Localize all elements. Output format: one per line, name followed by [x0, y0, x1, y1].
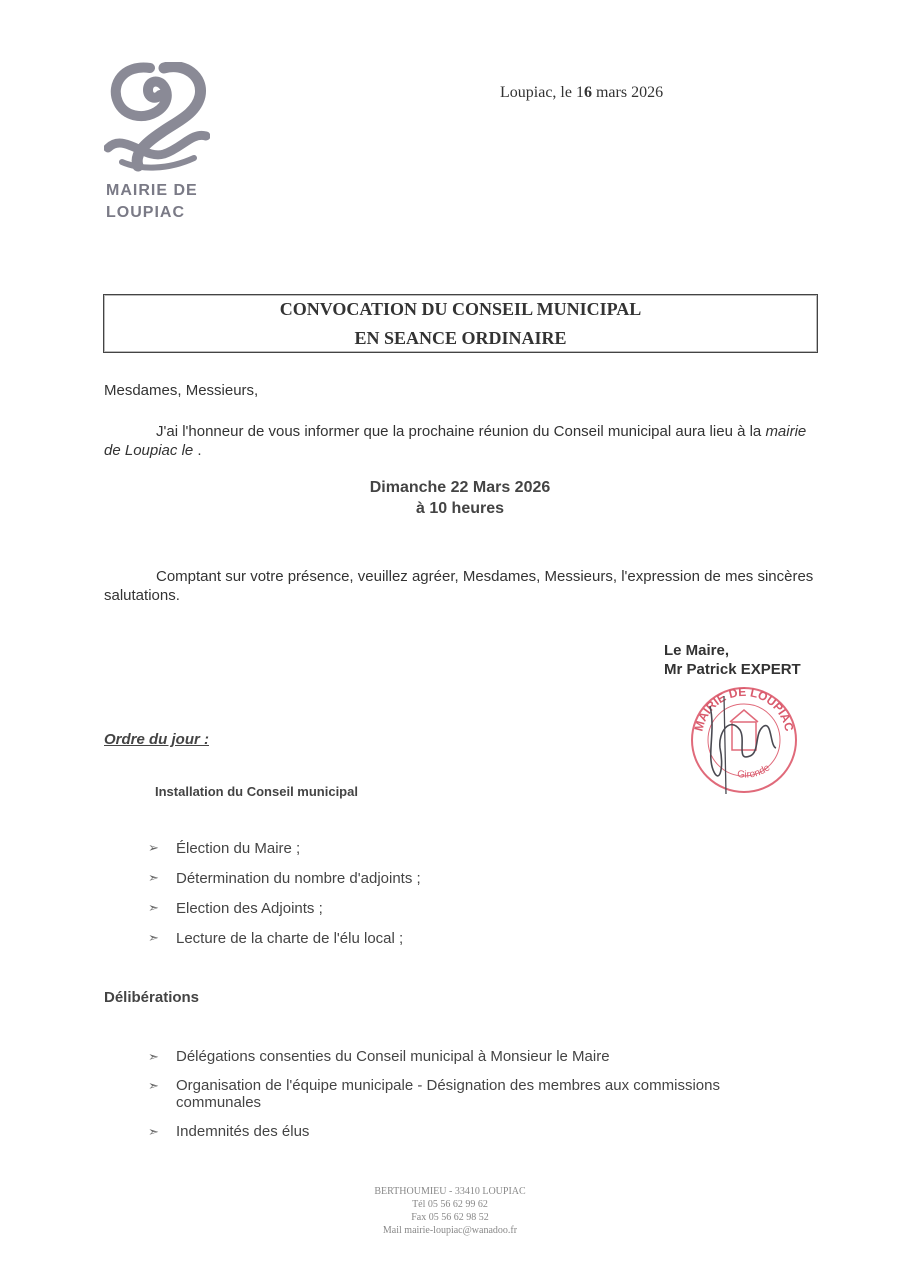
title-line-1: CONVOCATION DU CONSEIL MUNICIPAL [279, 299, 642, 319]
list-item: ➣ Lecture de la charte de l'élu local ; [148, 930, 404, 947]
paragraph-closing: Comptant sur votre présence, veuillez agréer, Mesdames, Messieurs, l'expression de mes sincères salutations. [104, 568, 814, 604]
paragraph-invitation: J'ai l'honneur de vous informer que la prochaine réunion du Conseil municipal aura lieu à la mairie de Loupiac le . [104, 423, 807, 459]
arrow-bullet-icon: ➢ [148, 840, 159, 855]
arrow-bullet-icon: ➣ [148, 1049, 159, 1064]
meeting-datetime [260, 477, 660, 519]
salutation: Mesdames, Messieurs, [104, 382, 259, 399]
svg-text:Gironde: Gironde [736, 762, 773, 781]
mayor-role: Le Maire, [664, 642, 730, 659]
logo-line-2: LOUPIAC [106, 204, 185, 221]
arrow-bullet-icon: ➣ [148, 1124, 159, 1139]
title-line-2: EN SEANCE ORDINAIRE [354, 328, 567, 348]
letter-date: Loupiac, le 16 mars 2026 [500, 84, 664, 101]
svg-text:MAIRIE DE LOUPIAC: MAIRIE DE LOUPIAC [691, 684, 797, 733]
meeting-date: Dimanche 22 Mars 2026 [369, 479, 551, 496]
list-item: ➣ Organisation de l'équipe municipale - Désignation des membres aux commissions communales [148, 1077, 720, 1111]
list-item: ➣ Indemnités des élus [148, 1123, 310, 1140]
deliberations-heading: Délibérations [104, 989, 200, 1006]
mairie-logo-text [106, 180, 198, 224]
list-item: ➢ Élection du Maire ; [148, 840, 301, 857]
footer-address: BERTHOUMIEU - 33410 LOUPIAC [374, 1186, 526, 1197]
mayor-name: Mr Patrick EXPERT [664, 661, 801, 678]
footer-fax: Fax 05 56 62 98 52 [411, 1212, 489, 1223]
logo-line-1: MAIRIE DE [106, 182, 198, 199]
deliberations-list [148, 1048, 776, 1152]
arrow-bullet-icon: ➣ [148, 930, 159, 945]
footer-tel: Tél 05 56 62 99 62 [412, 1199, 488, 1210]
footer-contact [300, 1185, 600, 1237]
official-stamp-icon [680, 676, 805, 796]
meeting-time: à 10 heures [415, 500, 505, 517]
signature-block [664, 641, 801, 679]
agenda-subheading: Installation du Conseil municipal [155, 784, 358, 799]
list-item: ➣ Délégations consenties du Conseil municipal à Monsieur le Maire [148, 1048, 610, 1065]
list-item: ➣ Election des Adjoints ; [148, 900, 323, 917]
arrow-bullet-icon: ➣ [148, 870, 159, 885]
agenda-heading: Ordre du jour : [104, 731, 209, 748]
arrow-bullet-icon: ➣ [148, 900, 159, 915]
title-box [103, 294, 818, 353]
arrow-bullet-icon: ➣ [148, 1078, 159, 1093]
footer-mail: Mail mairie-loupiac@wanadoo.fr [382, 1225, 518, 1236]
agenda-list [148, 840, 421, 960]
list-item: ➣ Détermination du nombre d'adjoints ; [148, 870, 421, 887]
mairie-logo-icon [104, 62, 210, 174]
